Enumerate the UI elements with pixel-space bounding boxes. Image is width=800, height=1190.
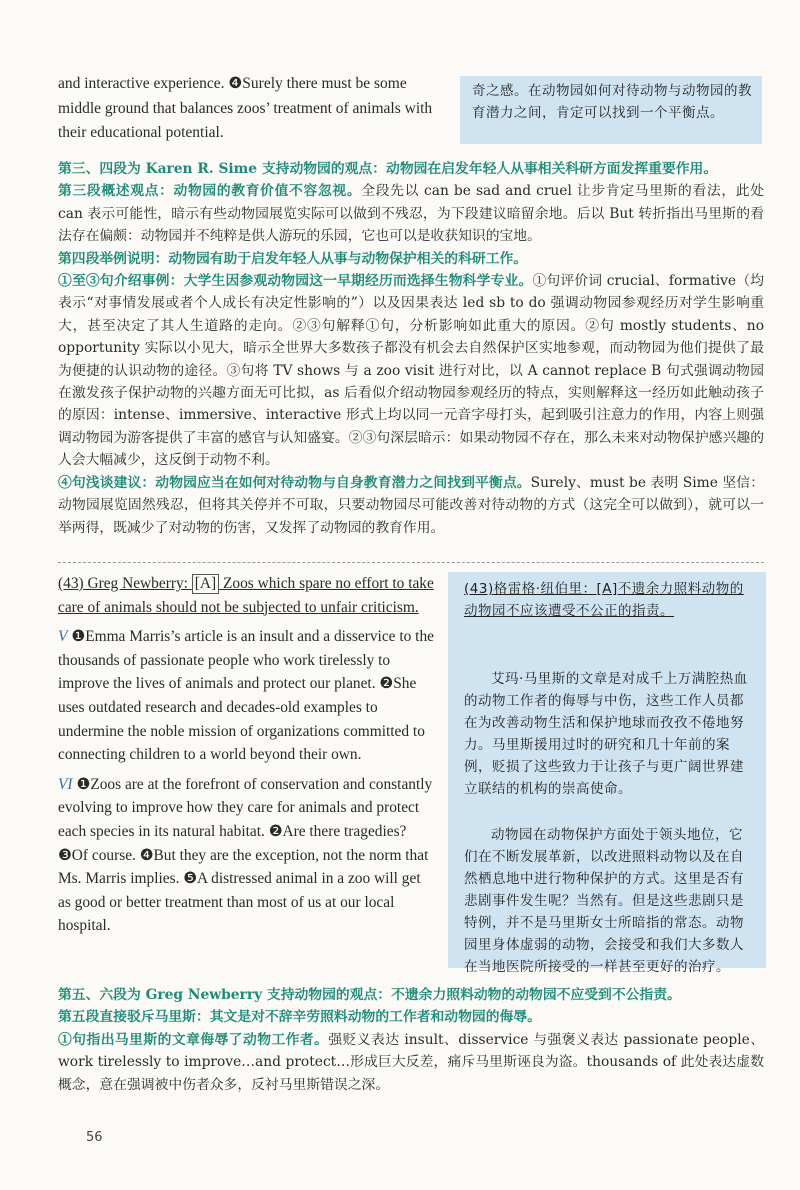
page-number: 56: [86, 1130, 103, 1145]
essay-greg-newberry: [58, 572, 434, 938]
analysis-block-2: [58, 984, 764, 1096]
essay-paragraph-6: VI ❶Zoos are at the forefront of conservation and constantly evolving to improve how they care for animals and protect each species in its natural habitat. ❷Are there tragedies? ❸Of course. ❹But they are the exception, not the norm that Ms. Marris implies. ❺A distressed animal in a zoo will get as good or better treatment than most of us at our local hospital.: [58, 775, 433, 935]
analysis-block-1: [58, 158, 764, 539]
translation-note-2: [448, 572, 766, 975]
essay-paragraph-4-end: and interactive experience. ❹Surely there must be some middle ground that balances zoos’ treatment of animals with their educational potential.: [58, 75, 433, 141]
analysis-heading-para5-6: 第五、六段为 Greg Newberry 支持动物园的观点：不遗余力照料动物的动物园不应受到不公指责。: [58, 987, 681, 1003]
analysis-heading-para3-4: 第三、四段为 Karen R. Sime 支持动物园的观点：动物园在启发年轻人从事相关科研方面发挥重要作用。: [58, 161, 718, 177]
analysis-para4-suggestion: ④句浅谈建议：动物园应当在如何对待动物与自身教育潜力之间找到平衡点。Surely、must be 表明 Sime 坚信：动物园展览固然残忍，但将其关停并不可取，只要动物园尽可能改善对待动物的方式（这完全可以做到），就可以一举两得，既减少了对动物的伤害，又发挥了动物园的教育作用。: [58, 474, 764, 536]
section-divider: [58, 562, 764, 563]
translation-note-2-title: (43)格雷格·纽伯里：[A]不遗余力照料动物的动物园不应该遭受不公正的指责。: [464, 581, 744, 619]
analysis-heading-para4: 第四段举例说明：动物园有助于启发年轻人从事与动物保护相关的科研工作。: [58, 250, 528, 267]
translation-note-1: 奇之感。在动物园如何对待动物与动物园的教育潜力之间，肯定可以找到一个平衡点。: [460, 76, 762, 144]
analysis-para5-sentence1: ①句指出马里斯的文章侮辱了动物工作者。强贬义表达 insult、disservice 与强褒义表达 passionate people、work tirelessly to improve…and protect…形成巨大反差，痛斥马里斯诬良为盗。thousands of 此处表达虚数概念，意在强调被中伤者众多，反衬马里斯错误之深。: [58, 1031, 765, 1093]
question-43-heading: (43) Greg Newberry: [A] Zoos which spare no effort to take care of animals should not be subjected to unfair criticism.: [58, 575, 434, 616]
analysis-heading-para5: 第五段直接驳斥马里斯：其文是对不辞辛劳照料动物的工作者和动物园的侮辱。: [58, 1009, 541, 1026]
translation-note-2-para-2: 动物园在动物保护方面处于领头地位，它们在不断发展革新，以改进照料动物以及在自然栖息地中进行物种保护的方式。这里是否有悲剧事件发生呢？当然有。但是这些悲剧只是特例，并不是马里斯女士所暗指的常态。动物园里身体虚弱的动物，会接受和我们大多数人在当地医院所接受的一样甚至更好的治疗。: [464, 827, 744, 975]
analysis-para4-examples: ①至③句介绍事例：大学生因参观动物园这一早期经历而选择生物科学专业。①句评价词 crucial、formative（均表示“对事情发展或者个人成长有决定性影响的”）以及因果表达 led sb to do 强调动物园参观经历对学生影响重大，甚至决定了其人生道路的走向。②③句解释①句，分析影响如此重大的原因。②句 mostly students、no opportunity 实际以小见大，暗示全世界大多数孩子都没有机会去自然保护区实地参观，而动物园为他们提供了最为便捷的认识动物的途径。③句将 TV shows 与 a zoo visit 进行对比，以 A cannot replace B 句式强调动物园在激发孩子保护动物的兴趣方面无可比拟，as 后看似介绍动物园参观经历的特点，实则解释这一经历如此触动孩子的原因：intense、immersive、interactive 形式上均以同一元音字母打头，起到吸引注意力的作用，内容上则强调动物园为游客提供了丰富的感官与认知盛宴。②③句深层暗示：如果动物园不存在，那么未来对动物保护感兴趣的人会大幅减少，这反倒于动物不利。: [58, 273, 765, 469]
answer-option-box: [A]: [192, 574, 219, 594]
translation-note-2-para-1: 艾玛·马里斯的文章是对成千上万满腔热血的动物工作者的侮辱与中伤，这些工作人员都在为改善动物生活和保护地球而孜孜不倦地努力。马里斯援用过时的研究和几十年前的案例，贬损了这些致力于让孩子与更广阔世界建立联结的机构的崇高使命。: [464, 671, 748, 797]
essay-paragraph-5: V ❶Emma Marris’s article is an insult and a disservice to the thousands of passionate people who work tirelessly to improve the lives of animals and protect our planet. ❷She uses outdated research and decades-old examples to undermine the noble mission of organizations committed to connecting children to a world beyond their own.: [58, 628, 434, 764]
analysis-para3: 第三段概述观点：动物园的教育价值不容忽视。全段先以 can be sad and cruel 让步肯定马里斯的看法，此处 can 表示可能性，暗示有些动物园展览实际可以做到不残忍，为下段建议暗留余地。后以 But 转折指出马里斯的看法存在偏颇：动物园并不纯粹是供人游玩的乐园，它也可以是收获知识的宝地。: [58, 183, 765, 245]
